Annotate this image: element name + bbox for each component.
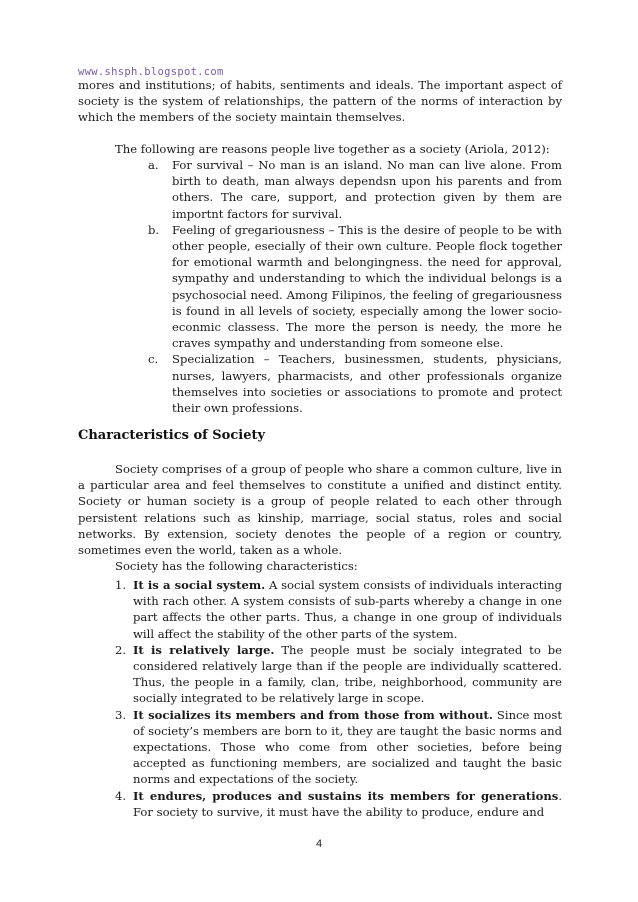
characteristics-intro: Society has the following characteristics: [115,559,358,574]
list-item-lead: It socializes its members and from those from without. [133,707,493,722]
list-marker: b. [148,222,160,237]
list-item [148,351,562,416]
list-item [115,577,562,642]
society-section [78,461,562,574]
characteristics-list [115,577,562,820]
watermark-url[interactable]: www.shsph.blogspot.com [78,66,224,78]
list-item-text [133,642,562,707]
list-item [115,788,562,820]
list-item-lead: It endures, produces and sustains its members for generations [133,788,559,803]
list-item-text: Specialization – Teachers, businessmen, students, physicians, nurses, lawyers, pharmacists, and other professionals organize themselves into societies or associations to promote and protect their own professions. [172,352,562,416]
reasons-list [148,157,562,416]
list-item-lead: It is a social system. [133,578,266,592]
list-item-text: For survival – No man is an island. No man can live alone. From birth to death, man always dependsn upon his parents and from others. The care, support, and protection given by them are importnt factors for survival. [172,158,562,221]
list-marker: a. [148,158,159,172]
intro-text: mores and institutions; of habits, sentiments and ideals. The important aspect of society is the system of relationships, the pattern of the norms of interaction by which the members of the society maintain themselves. [78,78,562,125]
list-marker: 2. [115,642,127,657]
list-marker: 1. [115,578,127,592]
intro-paragraph [78,77,562,126]
list-marker: c. [148,352,159,367]
list-item [115,707,562,788]
section-heading: Characteristics of Society [78,428,266,443]
list-item-lead: It is relatively large. [133,642,275,657]
list-item [148,157,562,222]
list-item [115,642,562,707]
reasons-intro: The following are reasons people live together as a society (Ariola, 2012): [115,142,550,156]
list-marker: 4. [115,788,127,803]
list-item-text [133,577,562,642]
list-item-body: Since most of society’s members are born to it, they are taught the basic norms and expectations. Those who come from other societies, before being accepted as functioning members, are socialized and taught the basic norms and expectations of the society. [133,707,562,787]
society-paragraph: Society comprises of a group of people who share a common culture, live in a particular area and feel themselves to constitute a unified and distinct entity. Society or human society is a group of people related to each other through persistent relations such as kinship, marriage, social status, roles and social networks. By extension, society denotes the people of a region or country, sometimes even the world, taken as a whole. [78,462,562,558]
list-item-text [133,707,562,788]
list-item-text: Feeling of gregariousness – This is the desire of people to be with other people, esecially of their own culture. People flock together for emotional warmth and belongingness. the need for approval, sympathy and understanding to which the individual belongs is a psychosocial need. Among Filipinos, the feeling of gregariousness is found in all levels of society, especially among the lower socio-econmic classess. The more the person is needy, the more he craves sympathy and understanding from someone else. [172,222,562,351]
list-item [148,222,562,352]
list-marker: 3. [115,707,127,722]
list-item-body: A social system consists of individuals interacting with rach other. A system consists of sub-parts whereby a change in one part affects the other parts. Thus, a change in one group of individuals will affect the stability of the other parts of the system. [133,578,562,641]
page-number: 4 [315,838,323,850]
list-item-text [133,788,562,820]
list-item-body: The people must be socialy integrated to be considered relatively large than if the people are individually scattered. Thus, the people in a family, clan, tribe, neighborhood, community are socially integrated to be relatively large in scope. [133,642,562,706]
list-item-body: . For society to survive, it must have the ability to produce, endure and [133,788,562,819]
